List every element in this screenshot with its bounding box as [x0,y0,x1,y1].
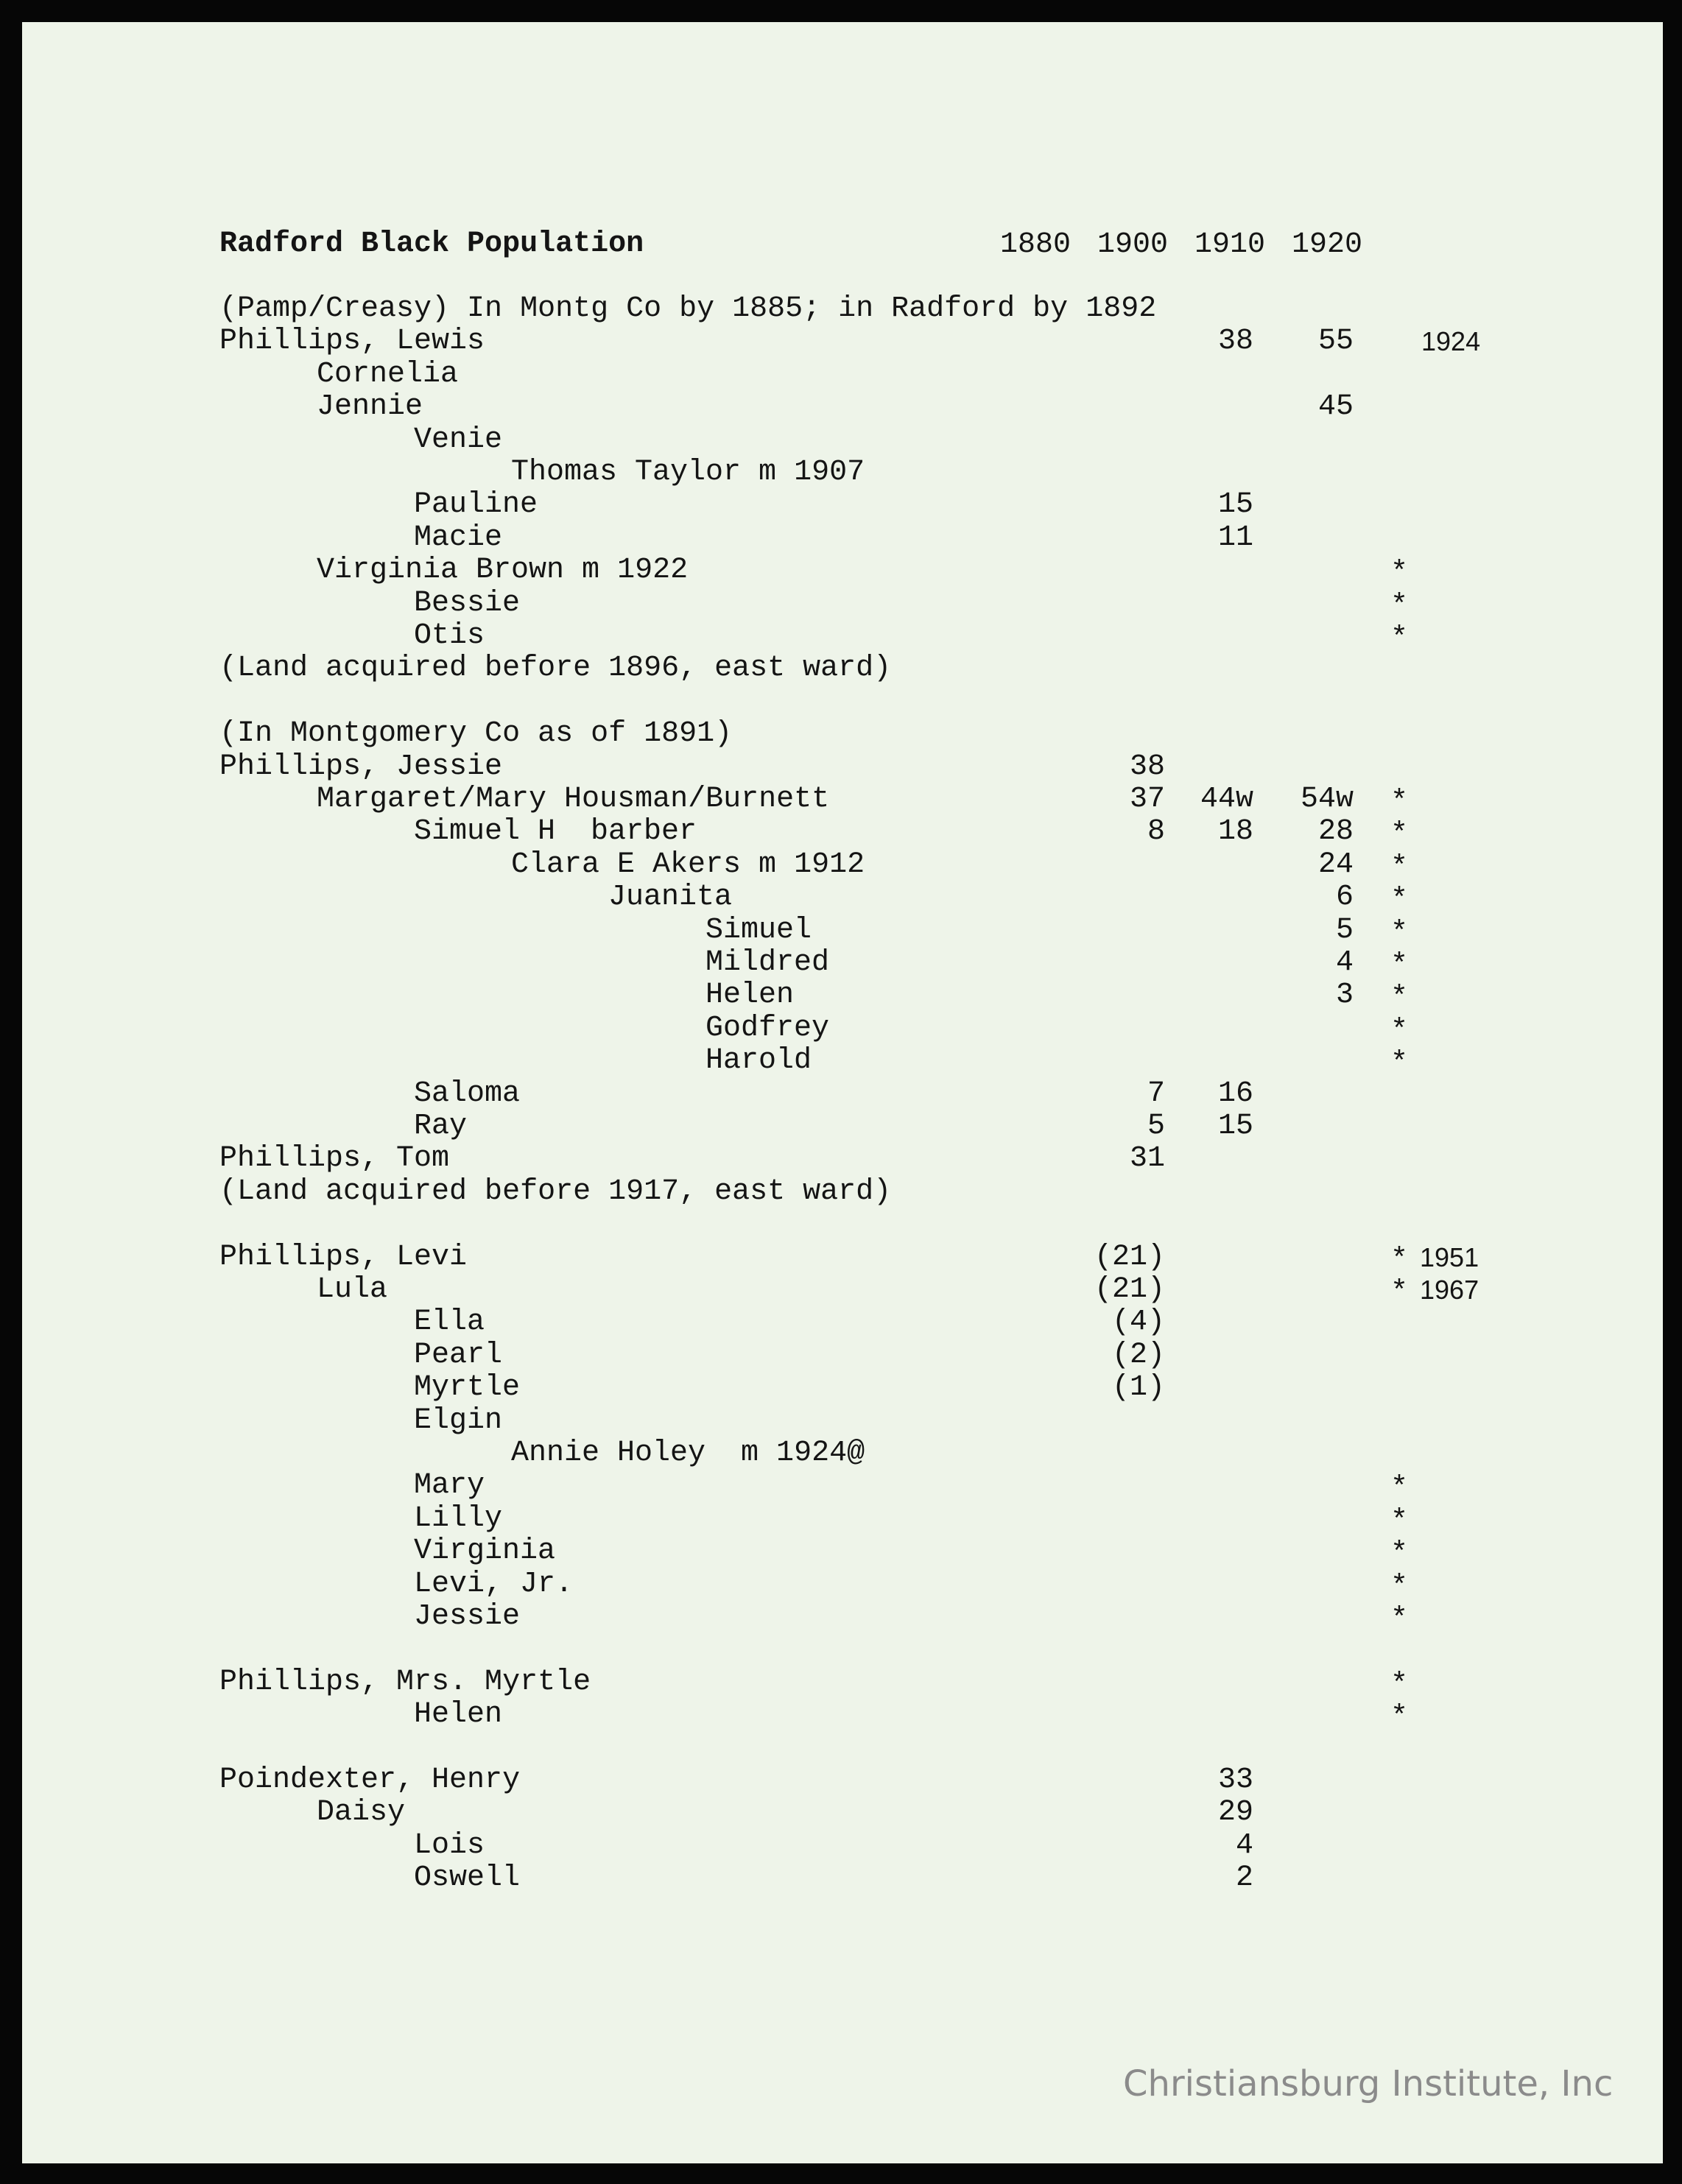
census-value-1920: 5 [1335,913,1354,947]
row-name: Annie Holey m 1924@ [511,1437,865,1470]
year-note: 1951 [1420,1241,1479,1272]
document-page [22,22,1663,2163]
asterisk-mark: * [1390,850,1409,884]
watermark-text: Christiansburg Institute, Inc [1123,2063,1614,2104]
row-name: Mildred [705,946,830,979]
census-value-1900: (4) [1111,1306,1165,1339]
census-value-1920: 3 [1335,979,1354,1012]
row-name: Phillips, Mrs. Myrtle [219,1665,591,1699]
row-name: Daisy [317,1796,406,1830]
asterisk-mark: * [1390,1668,1409,1702]
asterisk-mark: * [1390,949,1409,982]
census-value-1920: 55 [1317,325,1354,359]
row-name: Pearl [414,1338,503,1372]
census-value-1920: 24 [1317,848,1354,881]
year-note: 1924 [1421,326,1481,357]
census-value-1900: 5 [1147,1110,1165,1143]
row-name: (In Montgomery Co as of 1891) [219,717,733,751]
census-value-1910: 33 [1217,1764,1253,1797]
census-value-1920: 54w [1300,783,1354,816]
year-note: 1967 [1420,1275,1479,1305]
row-name: Helen [414,1698,503,1732]
row-name: Margaret/Mary Housman/Burnett [317,783,830,816]
year-1910: 1910 [1194,228,1266,261]
census-value-1920: 4 [1335,946,1354,979]
row-name: Lois [414,1828,485,1862]
census-value-1900: 37 [1129,783,1165,816]
row-name: Poindexter, Henry [219,1764,521,1797]
row-name: Phillips, Lewis [219,325,485,359]
census-value-1900: 38 [1129,750,1165,783]
census-value-1900: 8 [1147,815,1165,849]
row-name: Virginia Brown m 1922 [317,554,689,588]
census-value-1900: 7 [1147,1077,1165,1110]
row-name: Cornelia [317,357,459,391]
row-name: Bessie [414,586,521,620]
row-name: Simuel [705,913,812,947]
census-value-1920: 6 [1335,881,1354,915]
year-1920: 1920 [1292,228,1363,261]
census-value-1900: (21) [1094,1240,1165,1274]
census-value-1900: 31 [1129,1142,1165,1176]
row-name: Lula [317,1273,388,1306]
census-value-1910: 11 [1217,521,1253,554]
census-value-1920: 45 [1317,390,1354,424]
asterisk-mark: * [1390,1276,1409,1309]
row-name: Ray [414,1110,468,1143]
row-name: Helen [705,979,795,1012]
asterisk-mark: * [1390,1504,1409,1538]
census-value-1910: 44w [1200,783,1253,816]
row-name: Venie [414,423,503,457]
asterisk-mark: * [1390,622,1409,655]
census-value-1900: (2) [1111,1338,1165,1372]
row-name: Oswell [414,1861,521,1895]
document-title: Radford Black Population [219,228,644,261]
asterisk-mark: * [1390,1014,1409,1048]
year-1900: 1900 [1097,228,1169,261]
asterisk-mark: * [1390,1570,1409,1604]
row-name: Levi, Jr. [414,1567,574,1601]
row-name: Mary [414,1469,485,1503]
row-name: Phillips, Levi [219,1240,468,1274]
row-name: Thomas Taylor m 1907 [511,456,865,489]
asterisk-mark: * [1390,1537,1409,1571]
census-value-1900: (1) [1111,1371,1165,1405]
row-name: Juanita [608,881,733,915]
census-value-1910: 4 [1235,1828,1253,1862]
row-name: Saloma [414,1077,521,1110]
census-value-1920: 28 [1317,815,1354,849]
row-name: Myrtle [414,1371,521,1405]
asterisk-mark: * [1390,982,1409,1015]
row-name: Jessie [414,1600,521,1633]
asterisk-mark: * [1390,1047,1409,1081]
row-name: Elgin [414,1403,503,1437]
census-value-1910: 38 [1217,325,1253,359]
asterisk-mark: * [1390,786,1409,819]
census-value-1910: 2 [1235,1861,1253,1895]
row-name: Harold [705,1044,812,1078]
census-value-1910: 15 [1217,488,1253,522]
asterisk-mark: * [1390,1243,1409,1277]
asterisk-mark: * [1390,1472,1409,1506]
row-name: Otis [414,619,485,652]
row-name: Simuel H barber [414,815,697,849]
census-value-1910: 16 [1217,1077,1253,1110]
row-name: (Pamp/Creasy) In Montg Co by 1885; in Radford by 1892 [219,292,1157,325]
census-value-1910: 18 [1217,815,1253,849]
row-name: Phillips, Tom [219,1142,450,1176]
row-name: Ella [414,1306,485,1339]
census-value-1900: (21) [1094,1273,1165,1306]
asterisk-mark: * [1390,589,1409,623]
row-name: Pauline [414,488,538,522]
asterisk-mark: * [1390,557,1409,591]
row-name: (Land acquired before 1917, east ward) [219,1174,892,1208]
row-name: Lilly [414,1501,503,1535]
row-name: Phillips, Jessie [219,750,503,783]
row-name: Godfrey [705,1011,830,1045]
asterisk-mark: * [1390,818,1409,852]
row-name: Macie [414,521,503,554]
asterisk-mark: * [1390,1603,1409,1636]
census-value-1910: 15 [1217,1110,1253,1143]
row-name: Clara E Akers m 1912 [511,848,865,881]
year-1880: 1880 [1000,228,1072,261]
asterisk-mark: * [1390,916,1409,950]
asterisk-mark: * [1390,884,1409,917]
asterisk-mark: * [1390,1701,1409,1735]
row-name: Jennie [317,390,423,424]
row-name: (Land acquired before 1896, east ward) [219,652,892,686]
census-value-1910: 29 [1217,1796,1253,1830]
row-name: Virginia [414,1535,556,1568]
